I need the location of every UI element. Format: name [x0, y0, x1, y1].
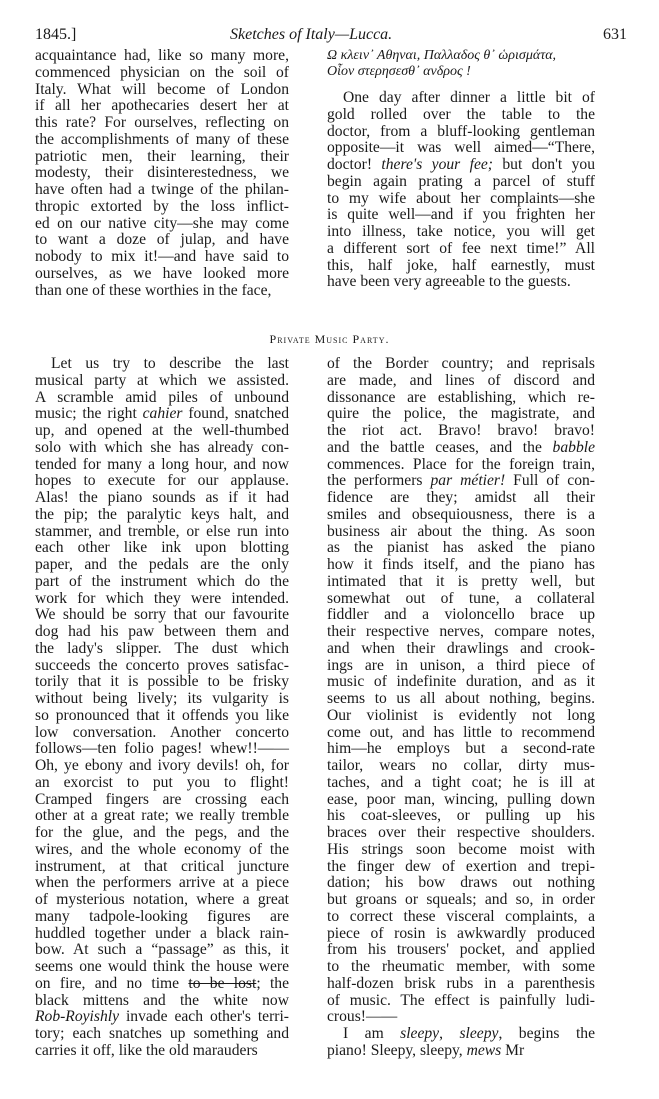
text-line: many tadpole-looking figures are — [35, 907, 289, 925]
text-line: the performers par métier! Full of con- — [327, 472, 596, 490]
text-line: crous!—— — [327, 1008, 398, 1026]
text-line: than one of these worthies in the face, — [35, 281, 272, 299]
text-line: this, half joke, half earnestly, must — [327, 256, 595, 274]
text-line: doctor! there's your fee; but don't you — [327, 156, 595, 173]
text-line: how it finds itself, and the piano has — [327, 556, 595, 573]
text-line: tailor, wears no collar, dirty mus- — [327, 757, 595, 774]
text-line: half-dozen brisk rubs in a parenthesis — [327, 974, 595, 992]
text-line: wires, and the whole economy of the — [35, 840, 289, 858]
text-line: commenced physician on the soil of — [35, 63, 289, 81]
text-line: One day after dinner a little bit of — [343, 89, 595, 106]
text-line: tended for many a long hour, and now — [35, 455, 289, 473]
text-line: nobody to mix it!—and have said to — [35, 248, 289, 265]
text-line: seems one would think the house were — [35, 958, 289, 975]
text-line: a different sort of fee next time!” All — [327, 239, 595, 257]
text-line: of music. The effect is painfully ludi- — [327, 991, 595, 1009]
text-line: are made, and lines of discord and — [327, 371, 595, 389]
text-line: acquaintance had, like so many more, — [35, 47, 289, 64]
text-line: patriotic men, their learning, their — [35, 147, 289, 165]
bottom-left-column — [35, 356, 289, 1060]
greek-quotation — [327, 48, 595, 80]
text-line: dog had his paw between them and — [35, 623, 289, 640]
text-line: ed on our native city—she may come — [35, 214, 289, 232]
text-line: fidence are they; amidst all their — [327, 489, 595, 506]
text-line: music of indefinite duration, and as it — [327, 673, 595, 691]
text-line: torily that it is possible to be frisky — [35, 673, 289, 691]
text-line: the accomplishments of many of these — [35, 130, 289, 148]
text-line: quire the police, the magistrate, and — [327, 405, 595, 423]
top-right-paragraph — [327, 90, 595, 291]
text-line: up, and opened at the well-thumbed — [35, 422, 289, 439]
text-line: and when their drawlings and crook- — [327, 639, 595, 657]
text-line: piano! Sleepy, sleepy, mews Mr — [327, 1041, 525, 1059]
text-line: as the pianist has asked the piano — [327, 539, 595, 557]
text-line: but groans or squeals; and so, in order — [327, 891, 595, 908]
text-line: his coat-sleeves, or pulling up his — [327, 807, 595, 825]
text-line: the riot act. Bravo! bravo! bravo! — [327, 422, 595, 439]
text-line: Our violinist is evidently not long — [327, 706, 595, 724]
text-line: their respective nerves, compare notes, — [327, 623, 595, 640]
text-line: black mittens and the white now — [35, 991, 289, 1009]
text-line: Alas! the piano sounds as if it had — [35, 489, 289, 506]
text-line: him—he employs but a second-rate — [327, 740, 595, 758]
text-line: of the Border country; and reprisals — [327, 355, 595, 372]
text-line: intimated that it is pretty well, but — [327, 572, 595, 590]
text-line: braces over their respective shoulders. — [327, 824, 595, 841]
section-heading: Private Music Party. — [269, 332, 390, 346]
text-line: opposite—it was well aimed—“There, — [327, 139, 595, 157]
text-line: taches, and a tight coat; he is ill at — [327, 773, 595, 791]
text-line: have often had a twinge of the philan- — [35, 181, 289, 198]
text-line: His strings soon become moist with — [327, 840, 595, 858]
text-line: solo with which she has already con- — [35, 438, 289, 456]
text-line: ings are in unison, a third piece of — [327, 656, 595, 674]
text-line: to my wife about her complaints—she — [327, 189, 595, 207]
text-line: musical party at which we assisted. — [35, 371, 289, 389]
text-line: part of the instrument which do the — [35, 572, 289, 590]
text-line: seems to us all about nothing, begins. — [327, 690, 595, 707]
text-line: Oh, ye ebony and ivory devils! oh, for — [35, 757, 289, 774]
text-line: from his trousers' pocket, and applied — [327, 941, 595, 959]
text-line: without being lively; its vulgarity is — [35, 690, 289, 707]
text-line: dation; his bow draws out nothing — [327, 874, 595, 892]
text-line: huddled together under a black rain- — [35, 924, 289, 942]
text-line: on fire, and no time to be lost; the — [35, 974, 289, 992]
greek-line: Οἷον στερησεσθ᾽ ανδρος ! — [327, 64, 471, 79]
text-line: modesty, their disinterestedness, we — [35, 164, 289, 182]
text-line: to correct these visceral complaints, a — [327, 907, 595, 925]
text-line: low conversation. Another concerto — [35, 723, 289, 741]
text-line: hopes to execute for our applause. — [35, 472, 289, 490]
text-line: Let us try to describe the last — [51, 355, 289, 372]
text-line: when the performers arrive at a piece — [35, 874, 289, 892]
text-line: paper, and the pedals are the only — [35, 556, 289, 573]
text-line: to the rheumatic member, with some — [327, 958, 595, 975]
text-line: music; the right cahier found, snatched — [35, 405, 289, 423]
text-line: carries it off, like the old marauders — [35, 1041, 258, 1059]
text-line: of mysterious notation, where a great — [35, 891, 289, 908]
text-line: smiles and obsequiousness, there is a — [327, 505, 595, 523]
text-line: piece of rosin is awkwardly produced — [327, 924, 595, 942]
text-line: this rate? For ourselves, reflecting on — [35, 114, 289, 131]
text-line: doctor, from a bluff-looking gentleman — [327, 122, 595, 140]
text-line: other at a great rate; we really tremble — [35, 807, 289, 825]
text-line: dissonance are establishing, which re- — [327, 388, 595, 406]
text-line: an exorcist to put you to flight! — [35, 773, 289, 791]
text-line: bow. At such a “passage” as this, it — [35, 941, 289, 959]
text-line: work for which they were intended. — [35, 589, 289, 607]
text-line: come out, and has little to recommend — [327, 723, 595, 741]
text-line: each other like ink upon blotting — [35, 539, 289, 557]
text-line: and the battle ceases, and the babble — [327, 438, 595, 456]
text-line: fiddler and a violoncello brace up — [327, 606, 595, 624]
text-line: ease, poor man, wincing, pulling down — [327, 790, 595, 808]
text-line: gold rolled over the table to the — [327, 105, 595, 123]
text-line: if all her apothecaries desert her at — [35, 97, 289, 115]
text-line: Cramped fingers are crossing each — [35, 790, 289, 808]
text-line: tory; each snatches up something and — [35, 1025, 289, 1042]
text-line: Italy. What will become of London — [35, 80, 289, 98]
text-line: succeeds the concerto proves satisfac- — [35, 656, 289, 674]
greek-line: Ω κλειν᾽ Αθηναι, Παλλαδος θ᾽ ὡρισμάτα, — [327, 48, 557, 63]
text-line: the lady's slipper. The dust which — [35, 639, 289, 657]
text-line: commences. Place for the foreign train, — [327, 455, 595, 473]
text-line: into illness, take notice, you will get — [327, 223, 595, 240]
text-line: ourselves, as we have looked more — [35, 264, 289, 282]
top-right-column — [327, 48, 595, 291]
text-line: have been very agreeable to the guests. — [327, 273, 571, 291]
text-line: the pip; the paralytic keys halt, and — [35, 505, 289, 523]
text-line: Rob-Royishly invade each other's terri- — [35, 1008, 289, 1026]
text-line: the finger dew of exertion and trepi- — [327, 857, 595, 875]
header-running-title: Sketches of Italy—Lucca. — [230, 26, 393, 43]
text-line: We should be sorry that our favourite — [35, 606, 289, 624]
text-line: instrument, at that critical juncture — [35, 857, 289, 875]
text-line: for the glue, and the pegs, and the — [35, 824, 289, 841]
text-line: thropic extorted by the loss inflict- — [35, 197, 289, 215]
text-line: begin again prating a parcel of stuff — [327, 172, 595, 190]
text-line: somewhat out of tune, a collateral — [327, 589, 595, 607]
bottom-right-column — [327, 356, 595, 1060]
top-left-column — [35, 48, 289, 299]
text-line: stammer, and tremble, or else run into — [35, 522, 289, 540]
text-line: so pronounced that it offends you like — [35, 706, 289, 724]
text-line: to want a doze of julap, and have — [35, 231, 289, 249]
header-year: 1845.] — [35, 26, 77, 43]
running-header — [35, 26, 627, 46]
text-line: follows—ten folio pages! whew!!—— — [35, 740, 289, 758]
text-line: A scramble amid piles of unbound — [35, 388, 289, 406]
text-line: business air about the thing. As soon — [327, 522, 595, 540]
page-number: 631 — [603, 26, 627, 43]
text-line: is quite well—and if you frighten her — [327, 206, 595, 224]
text-line: I am sleepy, sleepy, begins the — [343, 1025, 595, 1042]
